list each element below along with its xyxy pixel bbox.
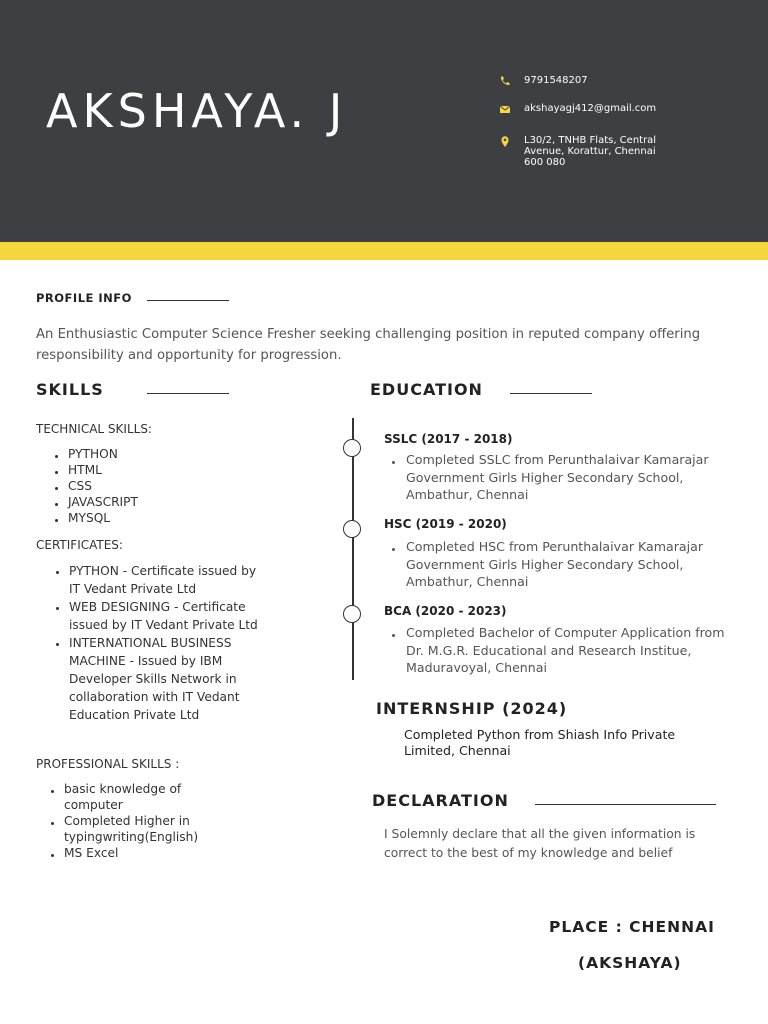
list-item: HTML <box>68 462 268 478</box>
profile-heading: PROFILE INFO <box>36 291 132 305</box>
list-item: MS Excel <box>64 845 234 861</box>
bullet <box>392 634 395 637</box>
skills-heading-rule <box>147 393 229 394</box>
education-item-title: SSLC (2017 - 2018) <box>384 432 513 446</box>
declaration-text: I Solemnly declare that all the given information is correct to the best of my knowledge and belief <box>384 827 696 860</box>
skills-heading: SKILLS <box>36 380 104 399</box>
education-heading-rule <box>510 393 592 394</box>
contact-address <box>498 135 669 168</box>
education-item-title: HSC (2019 - 2020) <box>384 517 507 531</box>
declaration-heading-rule <box>535 804 716 805</box>
accent-band <box>0 242 768 260</box>
list-item: basic knowledge of computer <box>64 781 234 813</box>
list-item: Completed Higher in typingwriting(English) <box>64 813 234 845</box>
certificates-list <box>69 562 269 724</box>
education-item-desc: Completed HSC from Perunthalaivar Kamarajar Government Girls Higher Secondary School, Ambathur, Chennai <box>406 539 704 589</box>
technical-skills-list <box>68 446 268 526</box>
list-item: JAVASCRIPT <box>68 494 268 510</box>
education-item-desc: Completed Bachelor of Computer Application from Dr. M.G.R. Educational and Research Institue, Maduravoyal, Chennai <box>406 625 725 675</box>
internship-heading: INTERNSHIP (2024) <box>376 699 568 718</box>
contact-phone <box>498 75 674 87</box>
professional-skills-list <box>64 781 234 861</box>
education-heading: EDUCATION <box>370 380 483 399</box>
mail-icon <box>498 103 512 115</box>
list-item: PYTHON <box>68 446 268 462</box>
education-item-title: BCA (2020 - 2023) <box>384 604 507 618</box>
timeline-node <box>343 605 361 623</box>
timeline-node <box>343 439 361 457</box>
education-item-desc: Completed SSLC from Perunthalaivar Kamarajar Government Girls Higher Secondary School, Ambathur, Chennai <box>406 452 709 502</box>
professional-skills-heading: PROFESSIONAL SKILLS : <box>36 757 180 771</box>
certificates-heading: CERTIFICATES: <box>36 538 123 552</box>
bullet <box>392 461 395 464</box>
place-line: PLACE : CHENNAI <box>549 918 715 936</box>
location-pin-icon <box>498 135 512 147</box>
timeline-node <box>343 520 361 538</box>
phone-number: 9791548207 <box>524 75 588 86</box>
candidate-name: AKSHAYA. J <box>46 84 348 138</box>
bullet <box>392 548 395 551</box>
contact-email <box>498 103 674 115</box>
timeline-line <box>352 418 354 680</box>
email-address: akshayagj412@gmail.com <box>524 103 657 114</box>
profile-summary: An Enthusiastic Computer Science Fresher seeking challenging position in reputed company offering responsibility and opportunity for progression. <box>36 327 701 363</box>
list-item: CSS <box>68 478 268 494</box>
declaration-heading: DECLARATION <box>372 791 509 810</box>
list-item: MYSQL <box>68 510 268 526</box>
list-item: WEB DESIGNING - Certificate issued by IT Vedant Private Ltd <box>69 598 269 634</box>
phone-icon <box>498 75 512 87</box>
postal-address: L30/2, TNHB Flats, Central Avenue, Korattur, Chennai 600 080 <box>524 135 657 168</box>
list-item: PYTHON - Certificate issued by IT Vedant Private Ltd <box>69 562 269 598</box>
signature-name: (AKSHAYA) <box>578 954 682 972</box>
profile-heading-rule <box>147 300 229 301</box>
technical-skills-heading: TECHNICAL SKILLS: <box>36 422 152 436</box>
list-item: INTERNATIONAL BUSINESS MACHINE - Issued by IBM Developer Skills Network in collaboration with IT Vedant Education Private Ltd <box>69 634 269 724</box>
internship-text: Completed Python from Shiash Info Private Limited, Chennai <box>404 727 676 758</box>
